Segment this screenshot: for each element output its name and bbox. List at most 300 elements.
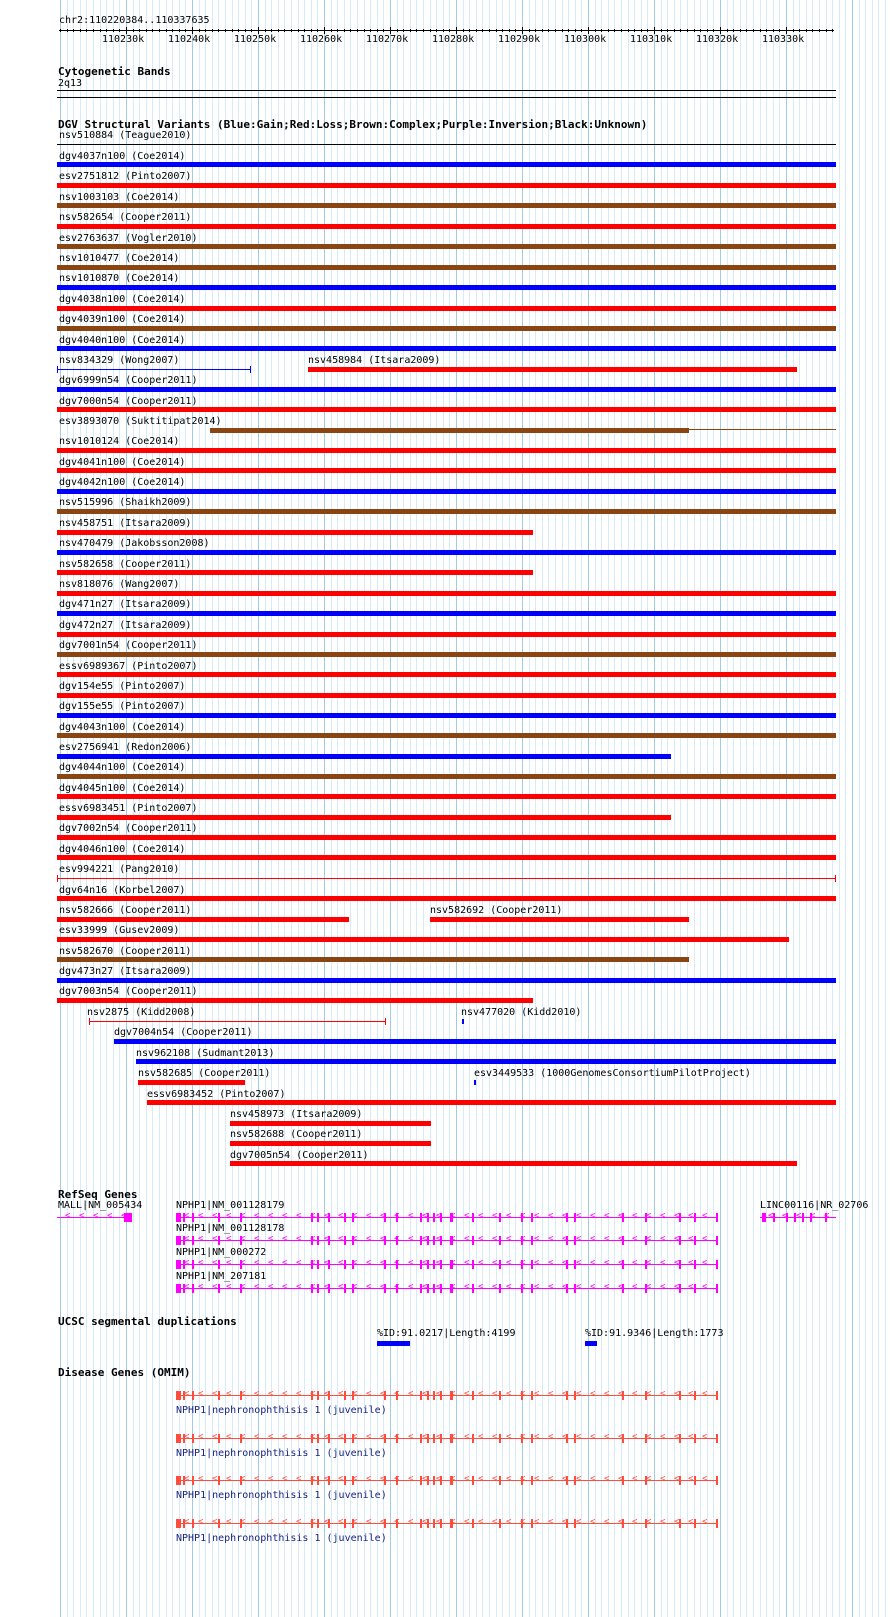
- refseq-nphp1-exon: [218, 1284, 220, 1293]
- ruler-minor-tick: [251, 29, 252, 32]
- refseq-nphp1-strand-arrow: <: [296, 1211, 302, 1221]
- refseq-nphp1-strand-arrow: <: [702, 1258, 708, 1268]
- omim-track-title[interactable]: Disease Genes (OMIM): [58, 1366, 191, 1379]
- grid-line: [766, 0, 767, 1617]
- refseq-nphp1-exon: [472, 1213, 474, 1222]
- variant-bar-endcap: [57, 366, 58, 373]
- refseq-nphp1-strand-arrow: <: [296, 1234, 302, 1244]
- refseq-nphp1-exon: [531, 1236, 533, 1245]
- variant-bar[interactable]: [57, 754, 671, 759]
- variant-label[interactable]: dgv4041n100 (Coe2014): [59, 457, 186, 468]
- ruler-minor-tick: [278, 29, 279, 32]
- refseq-track-title[interactable]: RefSeq Genes: [58, 1188, 138, 1201]
- variant-label[interactable]: nsv1010124 (Coe2014): [59, 436, 180, 447]
- variant-label[interactable]: nsv1010477 (Coe2014): [59, 253, 180, 264]
- grid-line: [760, 0, 761, 1617]
- refseq-nphp1-strand-arrow: <: [394, 1234, 400, 1244]
- variant-bar[interactable]: [57, 530, 533, 535]
- variant-label[interactable]: nsv515996 (Shaikh2009): [59, 497, 192, 508]
- ruler-minor-tick: [350, 29, 351, 32]
- omim-nphp1-strand-arrow: <: [184, 1517, 190, 1527]
- variant-label[interactable]: dgv4043n100 (Coe2014): [59, 722, 186, 733]
- omim-nphp1-strand-arrow: <: [198, 1389, 204, 1399]
- variant-bar[interactable]: [308, 367, 797, 372]
- variant-label[interactable]: esv994221 (Pang2010): [59, 864, 180, 875]
- variant-bar[interactable]: [147, 1100, 836, 1105]
- ruler-minor-tick: [496, 29, 497, 32]
- refseq-nphp1-exon: [716, 1236, 718, 1245]
- segdup-bar[interactable]: [585, 1341, 597, 1346]
- variant-label[interactable]: nsv2875 (Kidd2008): [87, 1007, 196, 1018]
- grid-line: [733, 0, 734, 1617]
- refseq-nphp1-strand-arrow: <: [254, 1211, 260, 1221]
- refseq-nphp1-strand-arrow: <: [254, 1258, 260, 1268]
- refseq-mall-strand-arrow: <: [65, 1211, 71, 1221]
- grid-line: [601, 0, 602, 1617]
- variant-bar[interactable]: [57, 306, 836, 311]
- refseq-nphp1-strand-arrow: <: [282, 1282, 288, 1292]
- variant-bar[interactable]: [57, 632, 836, 637]
- ruler-minor-tick: [416, 29, 417, 32]
- variant-label[interactable]: dgv473n27 (Itsara2009): [59, 966, 192, 977]
- grid-line: [595, 0, 596, 1617]
- variant-bar[interactable]: [89, 1021, 386, 1022]
- ruler-minor-tick: [93, 29, 94, 32]
- refseq-nphp1-exon: [716, 1260, 718, 1269]
- omim-nphp1-strand-arrow: <: [646, 1517, 652, 1527]
- grid-line: [408, 0, 414, 1617]
- variant-bar[interactable]: [57, 244, 836, 249]
- refseq-nphp1-strand-arrow: <: [394, 1258, 400, 1268]
- refseq-nphp1-strand-arrow: <: [240, 1211, 246, 1221]
- ruler-tick-label: 110290k: [498, 34, 541, 45]
- grid-line: [562, 0, 563, 1617]
- refseq-nphp1-strand-arrow: <: [576, 1211, 582, 1221]
- variant-bar[interactable]: [57, 407, 836, 412]
- variant-label[interactable]: nsv582685 (Cooper2011): [138, 1068, 271, 1079]
- grid-line: [832, 0, 833, 1617]
- variant-label[interactable]: nsv582692 (Cooper2011): [430, 905, 563, 916]
- grid-line: [529, 0, 530, 1617]
- omim-nphp1-strand-arrow: <: [520, 1389, 526, 1399]
- variant-bar[interactable]: [57, 162, 836, 167]
- variant-label[interactable]: nsv470479 (Jakobsson2008): [59, 538, 210, 549]
- variant-label[interactable]: dgv155e55 (Pinto2007): [59, 701, 186, 712]
- variant-bar[interactable]: [57, 896, 836, 901]
- variant-bar[interactable]: [57, 326, 836, 331]
- refseq-nphp1-exon: [472, 1236, 474, 1245]
- variant-label[interactable]: esv2756941 (Redon2006): [59, 742, 192, 753]
- variant-label[interactable]: dgv4045n100 (Coe2014): [59, 783, 186, 794]
- variant-bar[interactable]: [57, 774, 836, 779]
- omim-nphp1-strand-arrow: <: [310, 1517, 316, 1527]
- omim-nphp1-exon: [531, 1476, 533, 1485]
- variant-bar[interactable]: [57, 672, 836, 677]
- omim-gene-label[interactable]: NPHP1|nephronophthisis 1 (juvenile): [176, 1490, 387, 1501]
- variant-label[interactable]: dgv7005n54 (Cooper2011): [230, 1150, 369, 1161]
- omim-nphp1-strand-arrow: <: [520, 1432, 526, 1442]
- omim-nphp1-exon: [192, 1391, 194, 1400]
- ruler-minor-tick: [713, 29, 714, 32]
- grid-line: [331, 0, 332, 1617]
- variant-label[interactable]: dgv154e55 (Pinto2007): [59, 681, 186, 692]
- ruler-minor-tick: [291, 29, 292, 32]
- refseq-nphp1-strand-arrow: <: [660, 1234, 666, 1244]
- omim-nphp1-strand-arrow: <: [240, 1432, 246, 1442]
- variant-label[interactable]: nsv582658 (Cooper2011): [59, 559, 192, 570]
- omim-nphp1-strand-arrow: <: [450, 1432, 456, 1442]
- variant-bar[interactable]: [430, 917, 689, 922]
- variant-bar[interactable]: [57, 265, 836, 270]
- ruler-minor-tick: [641, 29, 642, 32]
- omim-nphp1-strand-arrow: <: [590, 1389, 596, 1399]
- variant-bar[interactable]: [210, 428, 689, 433]
- refseq-gene-label[interactable]: MALL|NM_005434: [58, 1200, 143, 1211]
- variant-label[interactable]: nsv582670 (Cooper2011): [59, 946, 192, 957]
- refseq-nphp1-exon: [344, 1260, 346, 1269]
- variant-bar[interactable]: [57, 794, 836, 799]
- omim-nphp1-exon: [499, 1391, 501, 1400]
- variant-label[interactable]: esv2763637 (Vogler2010): [59, 233, 198, 244]
- ruler-minor-tick: [621, 29, 622, 32]
- variant-bar[interactable]: [57, 224, 836, 229]
- omim-nphp1-strand-arrow: <: [576, 1389, 582, 1399]
- variant-bar-tail: [689, 429, 836, 430]
- refseq-nphp1-strand-arrow: <: [240, 1258, 246, 1268]
- variant-label[interactable]: nsv962108 (Sudmant2013): [136, 1048, 275, 1059]
- dgv-track-title[interactable]: DGV Structural Variants (Blue:Gain;Red:Loss;Brown:Complex;Purple:Inversion;Black:Unknown): [58, 118, 648, 131]
- variant-label[interactable]: nsv1003103 (Coe2014): [59, 192, 180, 203]
- variant-label[interactable]: esv33999 (Gusev2009): [59, 925, 180, 936]
- refseq-gene-label[interactable]: NPHP1|NM_001128178: [176, 1223, 285, 1234]
- omim-nphp1-exon: [694, 1476, 696, 1485]
- variant-label[interactable]: nsv458751 (Itsara2009): [59, 518, 192, 529]
- omim-nphp1-strand-arrow: <: [422, 1474, 428, 1484]
- refseq-nphp1-exon: [716, 1213, 718, 1222]
- variant-bar[interactable]: [57, 346, 836, 351]
- omim-nphp1-strand-arrow: <: [548, 1474, 554, 1484]
- variant-label[interactable]: dgv7002n54 (Cooper2011): [59, 823, 198, 834]
- omim-nphp1-exon: [344, 1434, 346, 1443]
- variant-label[interactable]: dgv4037n100 (Coe2014): [59, 151, 186, 162]
- omim-nphp1-strand-arrow: <: [464, 1517, 470, 1527]
- refseq-nphp1-strand-arrow: <: [268, 1211, 274, 1221]
- omim-nphp1-exon: [531, 1391, 533, 1400]
- variant-label[interactable]: dgv4046n100 (Coe2014): [59, 844, 186, 855]
- omim-nphp1-strand-arrow: <: [492, 1432, 498, 1442]
- refseq-nphp1-strand-arrow: <: [660, 1258, 666, 1268]
- variant-label[interactable]: dgv4038n100 (Coe2014): [59, 294, 186, 305]
- grid-line: [232, 0, 233, 1617]
- ruler-minor-tick: [456, 29, 457, 32]
- omim-nphp1-strand-arrow: <: [590, 1474, 596, 1484]
- ruler-minor-tick: [331, 29, 332, 32]
- variant-label[interactable]: dgv472n27 (Itsara2009): [59, 620, 192, 631]
- grid-line: [390, 0, 391, 1617]
- refseq-nphp1-strand-arrow: <: [184, 1258, 190, 1268]
- omim-nphp1-strand-arrow: <: [450, 1389, 456, 1399]
- variant-bar[interactable]: [57, 468, 836, 473]
- variant-bar[interactable]: [57, 693, 836, 698]
- variant-bar[interactable]: [57, 835, 836, 840]
- omim-gene-label[interactable]: NPHP1|nephronophthisis 1 (juvenile): [176, 1405, 387, 1416]
- refseq-nphp1-strand-arrow: <: [324, 1234, 330, 1244]
- refseq-gene-label[interactable]: LINC00116|NR_02706: [760, 1200, 869, 1211]
- omim-nphp1-strand-arrow: <: [212, 1517, 218, 1527]
- variant-label[interactable]: nsv582688 (Cooper2011): [230, 1129, 363, 1140]
- refseq-nphp1-strand-arrow: <: [422, 1258, 428, 1268]
- variant-bar[interactable]: [57, 917, 349, 922]
- omim-nphp1-exon: [192, 1434, 194, 1443]
- refseq-nphp1-strand-arrow: <: [702, 1282, 708, 1292]
- omim-nphp1-exon: [531, 1434, 533, 1443]
- ruler-minor-tick: [482, 29, 483, 32]
- variant-label[interactable]: dgv6999n54 (Cooper2011): [59, 375, 198, 386]
- variant-bar[interactable]: [57, 611, 836, 616]
- variant-bar[interactable]: [57, 183, 836, 188]
- omim-nphp1-exon: [218, 1519, 220, 1528]
- variant-label[interactable]: nsv510884 (Teague2010): [59, 130, 192, 141]
- refseq-nphp1-strand-arrow: <: [366, 1211, 372, 1221]
- segdup-bar[interactable]: [377, 1341, 410, 1346]
- variant-bar[interactable]: [57, 285, 836, 290]
- variant-bar[interactable]: [57, 509, 836, 514]
- omim-nphp1-strand-arrow: <: [604, 1432, 610, 1442]
- omim-nphp1-exon: [433, 1391, 435, 1400]
- omim-nphp1-exon: [344, 1476, 346, 1485]
- grid-line: [865, 0, 866, 1617]
- refseq-nphp1-strand-arrow: <: [632, 1234, 638, 1244]
- variant-bar[interactable]: [57, 855, 836, 860]
- refseq-nphp1-strand-arrow: <: [282, 1258, 288, 1268]
- ruler-tick-label: 110270k: [366, 34, 409, 45]
- refseq-nphp1-strand-arrow: <: [310, 1234, 316, 1244]
- variant-label[interactable]: nsv1010870 (Coe2014): [59, 273, 180, 284]
- ruler-minor-tick: [100, 29, 101, 32]
- variant-bar[interactable]: [57, 652, 836, 657]
- variant-bar[interactable]: [57, 387, 836, 392]
- grid-line: [403, 0, 404, 1617]
- variant-label[interactable]: dgv7001n54 (Cooper2011): [59, 640, 198, 651]
- refseq-nphp1-exon: [433, 1260, 435, 1269]
- variant-label[interactable]: dgv4044n100 (Coe2014): [59, 762, 186, 773]
- refseq-nphp1-strand-arrow: <: [478, 1282, 484, 1292]
- variant-bar[interactable]: [57, 937, 789, 942]
- variant-label[interactable]: essv6983452 (Pinto2007): [147, 1089, 286, 1100]
- variant-bar[interactable]: [57, 448, 836, 453]
- grid-line: [311, 0, 312, 1617]
- grid-line: [746, 0, 747, 1617]
- ruler-minor-tick: [826, 29, 827, 32]
- omim-nphp1-strand-arrow: <: [660, 1432, 666, 1442]
- variant-label[interactable]: dgv4040n100 (Coe2014): [59, 335, 186, 346]
- refseq-nphp1-strand-arrow: <: [212, 1211, 218, 1221]
- refseq-nphp1-strand-arrow: <: [646, 1282, 652, 1292]
- grid-line: [430, 0, 431, 1617]
- ruler-minor-tick: [271, 29, 272, 32]
- refseq-mall-strand-arrow: <: [107, 1211, 113, 1221]
- variant-label[interactable]: esv3449533 (1000GenomesConsortiumPilotProject): [474, 1068, 751, 1079]
- refseq-nphp1-strand-arrow: <: [702, 1234, 708, 1244]
- refseq-nphp1-strand-arrow: <: [338, 1258, 344, 1268]
- omim-nphp1-strand-arrow: <: [562, 1389, 568, 1399]
- variant-label[interactable]: nsv582666 (Cooper2011): [59, 905, 192, 916]
- refseq-nphp1-strand-arrow: <: [464, 1258, 470, 1268]
- variant-bar[interactable]: [57, 591, 836, 596]
- omim-nphp1-strand-arrow: <: [394, 1517, 400, 1527]
- grid-line: [304, 0, 305, 1617]
- ruler-minor-tick: [779, 29, 780, 32]
- variant-label[interactable]: nsv834329 (Wong2007): [59, 355, 180, 366]
- refseq-nphp1-strand-arrow: <: [226, 1234, 232, 1244]
- grid-line: [667, 0, 668, 1617]
- omim-nphp1-strand-arrow: <: [254, 1474, 260, 1484]
- variant-bar[interactable]: [474, 1080, 476, 1085]
- grid-line: [489, 0, 490, 1617]
- refseq-nphp1-exon: [694, 1236, 696, 1245]
- variant-label[interactable]: essv6989367 (Pinto2007): [59, 661, 198, 672]
- ruler-minor-tick: [205, 29, 206, 32]
- variant-bar[interactable]: [57, 957, 689, 962]
- omim-nphp1-strand-arrow: <: [562, 1432, 568, 1442]
- refseq-nphp1-strand-arrow: <: [450, 1211, 456, 1221]
- grid-line: [707, 0, 708, 1617]
- variant-label[interactable]: esv3893070 (Suktitipat2014): [59, 416, 222, 427]
- omim-nphp1-strand-arrow: <: [506, 1389, 512, 1399]
- grid-line: [786, 0, 787, 1617]
- variant-bar[interactable]: [114, 1039, 836, 1044]
- variant-bar[interactable]: [57, 570, 533, 575]
- ruler-minor-tick: [568, 29, 569, 32]
- refseq-nphp1-strand-arrow: <: [674, 1258, 680, 1268]
- omim-nphp1-strand-arrow: <: [688, 1389, 694, 1399]
- ruler-minor-tick: [740, 29, 741, 32]
- refseq-nphp1-strand-arrow: <: [520, 1234, 526, 1244]
- omim-nphp1-strand-arrow: <: [702, 1517, 708, 1527]
- variant-separator: [57, 144, 836, 145]
- refseq-nphp1-strand-arrow: <: [198, 1282, 204, 1292]
- ruler-minor-tick: [449, 29, 450, 32]
- ruler-minor-tick: [60, 29, 61, 32]
- variant-label[interactable]: dgv64n16 (Korbel2007): [59, 885, 186, 896]
- variant-label[interactable]: dgv4039n100 (Coe2014): [59, 314, 186, 325]
- variant-label[interactable]: dgv7003n54 (Cooper2011): [59, 986, 198, 997]
- omim-nphp1-strand-arrow: <: [534, 1474, 540, 1484]
- cytoband-separator: [57, 90, 836, 91]
- grid-line: [397, 0, 398, 1617]
- omim-gene-label[interactable]: NPHP1|nephronophthisis 1 (juvenile): [176, 1533, 387, 1544]
- omim-gene-label[interactable]: NPHP1|nephronophthisis 1 (juvenile): [176, 1448, 387, 1459]
- omim-nphp1-strand-arrow: <: [618, 1517, 624, 1527]
- variant-bar[interactable]: [57, 489, 836, 494]
- omim-nphp1-strand-arrow: <: [422, 1389, 428, 1399]
- variant-label[interactable]: nsv582654 (Cooper2011): [59, 212, 192, 223]
- ruler-minor-tick: [86, 29, 87, 32]
- variant-bar[interactable]: [57, 369, 251, 370]
- refseq-gene-label[interactable]: NPHP1|NM_001128179: [176, 1200, 285, 1211]
- ruler-minor-tick: [364, 29, 365, 32]
- omim-nphp1-exon: [531, 1519, 533, 1528]
- omim-nphp1-strand-arrow: <: [576, 1517, 582, 1527]
- segdup-label[interactable]: %ID:91.9346|Length:1773: [585, 1328, 724, 1339]
- refseq-nphp1-strand-arrow: <: [352, 1211, 358, 1221]
- refseq-gene-label[interactable]: NPHP1|NM_207181: [176, 1271, 267, 1282]
- omim-nphp1-strand-arrow: <: [548, 1389, 554, 1399]
- variant-label[interactable]: dgv4042n100 (Coe2014): [59, 477, 186, 488]
- variant-bar[interactable]: [138, 1080, 245, 1085]
- ruler-tick-label: 110230k: [102, 34, 145, 45]
- omim-nphp1-strand-arrow: <: [184, 1474, 190, 1484]
- omim-nphp1-strand-arrow: <: [380, 1432, 386, 1442]
- variant-bar[interactable]: [57, 550, 836, 555]
- variant-bar[interactable]: [57, 203, 836, 208]
- omim-nphp1-strand-arrow: <: [548, 1432, 554, 1442]
- grid-line: [520, 0, 526, 1617]
- omim-nphp1-exon: [433, 1434, 435, 1443]
- omim-nphp1-strand-arrow: <: [702, 1389, 708, 1399]
- refseq-nphp1-strand-arrow: <: [240, 1282, 246, 1292]
- segdup-track-title[interactable]: UCSC segmental duplications: [58, 1315, 237, 1328]
- omim-nphp1-strand-arrow: <: [268, 1432, 274, 1442]
- variant-bar[interactable]: [57, 815, 671, 820]
- refseq-nphp1-exon: [499, 1236, 501, 1245]
- ruler-minor-tick: [126, 29, 127, 32]
- variant-label[interactable]: nsv458973 (Itsara2009): [230, 1109, 363, 1120]
- refseq-nphp1-exon: [344, 1284, 346, 1293]
- grid-line: [258, 0, 259, 1617]
- variant-bar[interactable]: [136, 1059, 836, 1064]
- refseq-nphp1-strand-arrow: <: [632, 1211, 638, 1221]
- variant-label[interactable]: nsv818076 (Wang2007): [59, 579, 180, 590]
- segdup-label[interactable]: %ID:91.0217|Length:4199: [377, 1328, 516, 1339]
- variant-label[interactable]: nsv458984 (Itsara2009): [308, 355, 441, 366]
- ruler-minor-tick: [575, 29, 576, 32]
- variant-bar[interactable]: [57, 998, 533, 1003]
- ruler-minor-tick: [766, 29, 767, 32]
- grid-line: [720, 0, 721, 1617]
- variant-label[interactable]: nsv477020 (Kidd2010): [461, 1007, 582, 1018]
- variant-bar[interactable]: [57, 733, 836, 738]
- variant-bar[interactable]: [57, 878, 836, 879]
- refseq-linc-strand-arrow: <: [796, 1211, 802, 1221]
- variant-bar[interactable]: [230, 1161, 797, 1166]
- refseq-gene-label[interactable]: NPHP1|NM_000272: [176, 1247, 267, 1258]
- variant-label[interactable]: esv2751812 (Pinto2007): [59, 171, 192, 182]
- omim-nphp1-strand-arrow: <: [618, 1474, 624, 1484]
- omim-nphp1-exon: [716, 1519, 718, 1528]
- omim-nphp1-strand-arrow: <: [324, 1474, 330, 1484]
- cytoband-label: 2q13: [58, 78, 83, 89]
- variant-bar[interactable]: [230, 1121, 431, 1126]
- omim-nphp1-exon: [716, 1434, 718, 1443]
- variant-bar[interactable]: [230, 1141, 431, 1146]
- variant-label[interactable]: dgv7000n54 (Cooper2011): [59, 396, 198, 407]
- variant-label[interactable]: dgv471n27 (Itsara2009): [59, 599, 192, 610]
- grid-line: [337, 0, 338, 1617]
- omim-nphp1-exon: [472, 1476, 474, 1485]
- variant-label[interactable]: dgv7004n54 (Cooper2011): [114, 1027, 253, 1038]
- variant-bar[interactable]: [462, 1019, 464, 1024]
- variant-bar[interactable]: [57, 978, 836, 983]
- omim-nphp1-strand-arrow: <: [282, 1474, 288, 1484]
- variant-label[interactable]: essv6983451 (Pinto2007): [59, 803, 198, 814]
- refseq-nphp1-strand-arrow: <: [590, 1258, 596, 1268]
- omim-nphp1-exon: [344, 1519, 346, 1528]
- cytoband-track-title[interactable]: Cytogenetic Bands: [58, 65, 171, 78]
- ruler-minor-tick: [298, 29, 299, 32]
- ruler-minor-tick: [562, 29, 563, 32]
- variant-bar[interactable]: [57, 713, 836, 718]
